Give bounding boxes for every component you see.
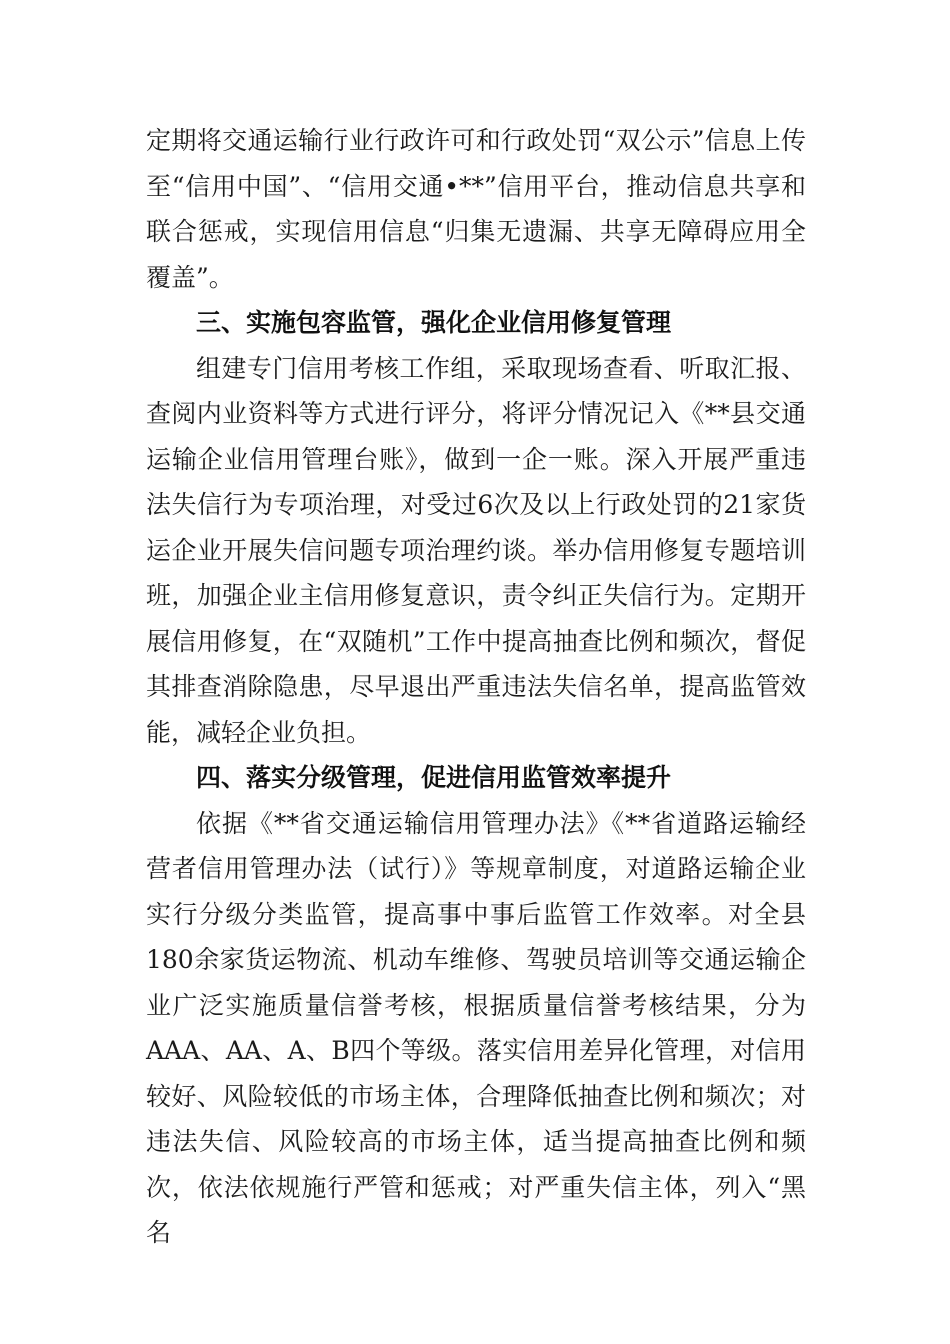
- section-heading-three: 三、实施包容监管，强化企业信用修复管理: [196, 308, 672, 337]
- paragraph-credit-disclosure: 定期将交通运输行业行政许可和行政处罚“双公示”信息上传至“信用中国”、“信用交通•**”信用平台，推动信息共享和联合惩戒，实现信用信息“归集无遗漏、共享无障碍应用全覆盖”。: [146, 126, 806, 292]
- section-heading-four: 四、落实分级管理，促进信用监管效率提升: [196, 763, 672, 792]
- paragraph-graded-management: 依据《**省交通运输信用管理办法》《**省道路运输经营者信用管理办法（试行）》等规章制度，对道路运输企业实行分级分类监管，提高事中事后监管工作效率。对全县180余家货运物流、机动车维修、驾驶员培训等交通运输企业广泛实施质量信誉考核，根据质量信誉考核结果，分为AAA、AA、A、B四个等级。落实信用差异化管理，对信用较好、风险较低的市场主体，合理降低抽查比例和频次；对违法失信、风险较高的市场主体，适当提高抽查比例和频次，依法依规施行严管和惩戒；对严重失信主体，列入“黑名: [146, 808, 806, 1247]
- paragraph-credit-repair: 组建专门信用考核工作组，采取现场查看、听取汇报、查阅内业资料等方式进行评分，将评分情况记入《**县交通运输企业信用管理台账》，做到一企一账。深入开展严重违法失信行为专项治理，对受过6次及以上行政处罚的21家货运企业开展失信问题专项治理约谈。举办信用修复专题培训班，加强企业主信用修复意识，责令纠正失信行为。定期开展信用修复，在“双随机”工作中提高抽查比例和频次，督促其排查消除隐患，尽早退出严重违法失信名单，提高监管效能，减轻企业负担。: [146, 353, 806, 747]
- document-body: [146, 118, 806, 1256]
